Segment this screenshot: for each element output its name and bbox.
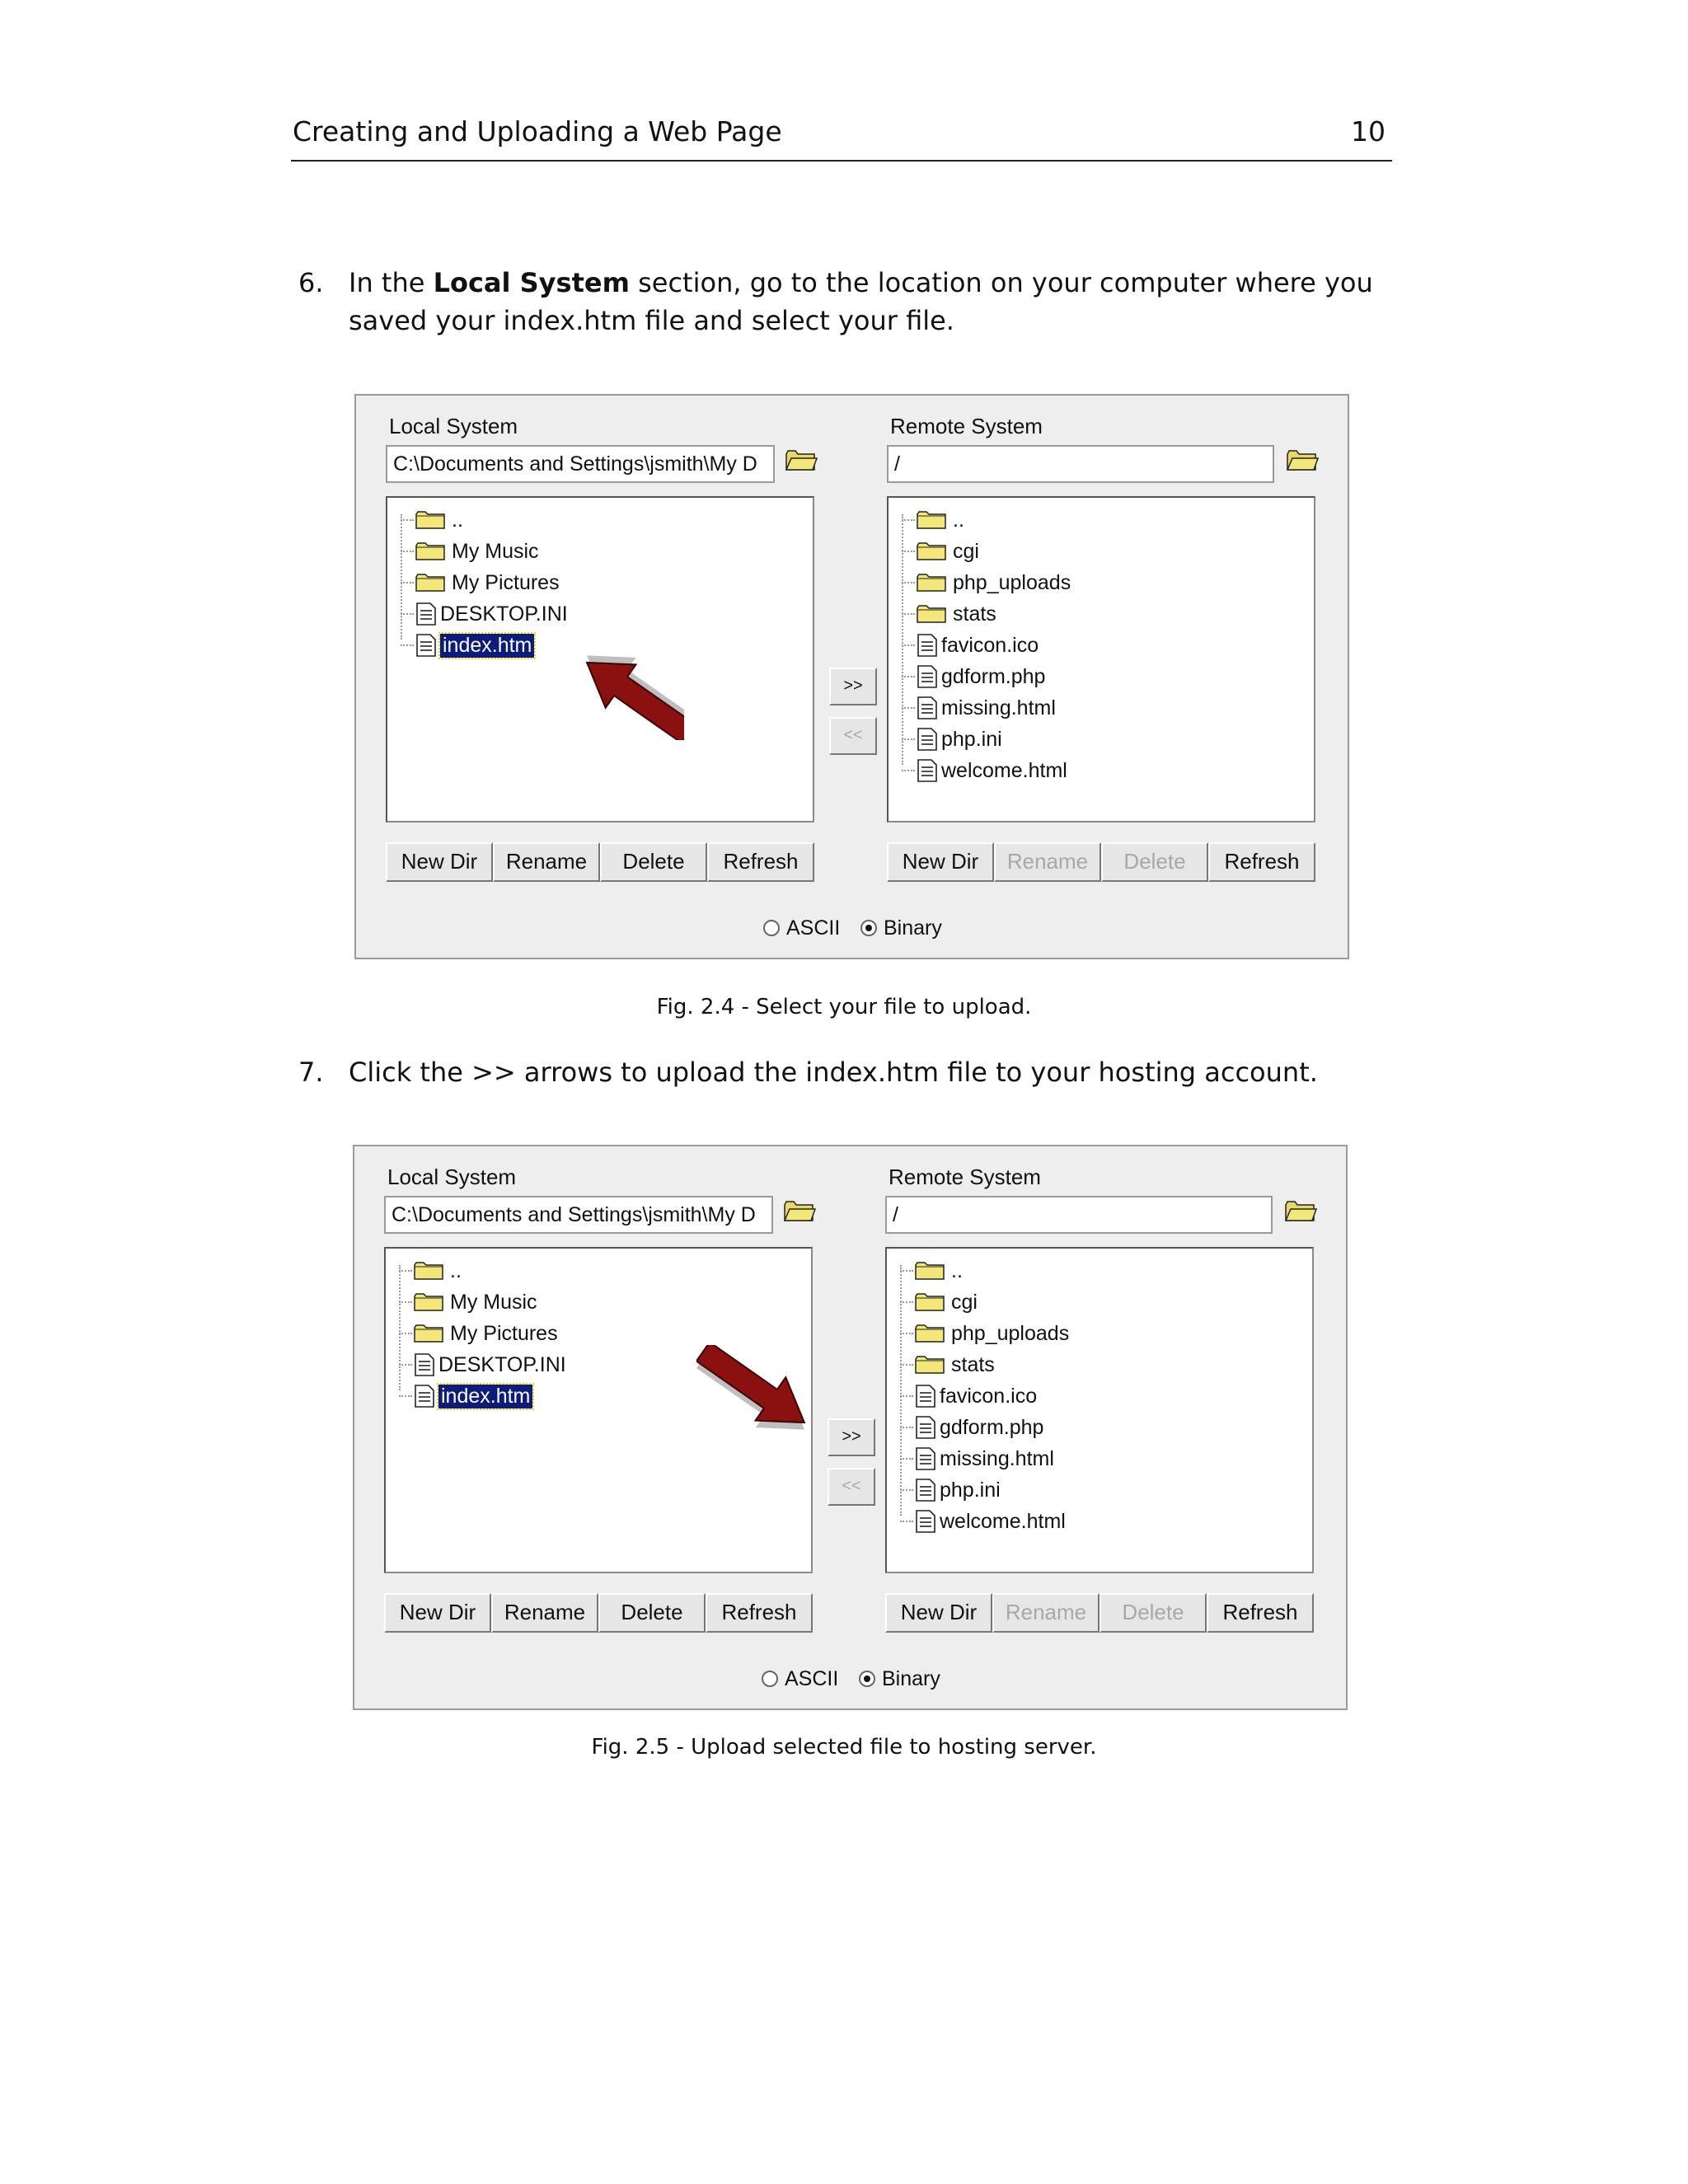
- tree-branch: [900, 1489, 913, 1491]
- folder-icon: [415, 510, 445, 530]
- remote-path-input[interactable]: /: [885, 1196, 1273, 1234]
- file-item[interactable]: [902, 692, 1056, 724]
- tree-branch: [900, 1333, 913, 1334]
- file-item[interactable]: [401, 598, 568, 630]
- item-name: php_uploads: [953, 570, 1071, 594]
- local-system-label: Local System: [387, 1165, 517, 1189]
- tree-branch: [902, 707, 915, 709]
- mode-binary-radio[interactable]: [860, 913, 942, 943]
- item-name: cgi: [953, 539, 979, 563]
- pointer-arrow-icon: [696, 1345, 828, 1444]
- tree-branch: [902, 770, 915, 771]
- document-icon: [917, 633, 938, 658]
- document-icon: [917, 727, 938, 752]
- upload-arrows-button[interactable]: >>: [828, 1418, 875, 1456]
- step-number: 6.: [298, 267, 324, 298]
- item-name: DESKTOP.INI: [438, 1352, 566, 1376]
- item-name: My Pictures: [450, 1321, 558, 1345]
- folder-icon: [917, 573, 946, 593]
- document-icon: [915, 1446, 936, 1471]
- file-item[interactable]: [902, 724, 1002, 755]
- remote-rename-button[interactable]: Rename: [994, 842, 1101, 882]
- tree-branch: [900, 1427, 913, 1428]
- ftp-panel-fig-2-5: [353, 1145, 1348, 1710]
- remote-refresh-button[interactable]: Refresh: [1208, 842, 1315, 882]
- remote-new-dir-button[interactable]: New Dir: [887, 842, 994, 882]
- folder-icon: [414, 1324, 443, 1343]
- remote-file-list[interactable]: [885, 1247, 1314, 1573]
- download-arrows-button[interactable]: <<: [828, 1468, 875, 1506]
- item-name: ..: [951, 1258, 963, 1282]
- mode-ascii-radio[interactable]: [763, 913, 840, 943]
- item-name: gdform.php: [940, 1415, 1044, 1439]
- folder-item[interactable]: [900, 1318, 1069, 1349]
- radio-icon[interactable]: [762, 1671, 778, 1687]
- document-icon: [415, 633, 437, 658]
- item-name: favicon.ico: [940, 1384, 1038, 1408]
- file-item[interactable]: [900, 1380, 1037, 1412]
- item-name: favicon.ico: [941, 633, 1039, 657]
- local-refresh-button[interactable]: Refresh: [706, 1593, 813, 1633]
- folder-item[interactable]: [900, 1349, 995, 1380]
- folder-item[interactable]: [902, 504, 964, 536]
- folder-item[interactable]: [902, 536, 979, 567]
- item-name: ..: [953, 508, 964, 532]
- step-7: [298, 1053, 1403, 1094]
- file-item[interactable]: [399, 1349, 566, 1380]
- tree-branch: [399, 1333, 412, 1334]
- tree-branch: [902, 644, 915, 646]
- mode-label: Binary: [882, 1666, 940, 1690]
- open-folder-icon[interactable]: [1284, 1200, 1317, 1223]
- item-name: My Music: [452, 539, 539, 563]
- folder-item[interactable]: [399, 1255, 462, 1286]
- folder-item[interactable]: [902, 567, 1071, 598]
- local-new-dir-button[interactable]: New Dir: [384, 1593, 491, 1633]
- local-rename-button[interactable]: Rename: [491, 1593, 598, 1633]
- document-icon: [917, 696, 938, 720]
- tree-branch: [401, 551, 414, 552]
- remote-rename-button[interactable]: Rename: [992, 1593, 1100, 1633]
- document-icon: [917, 664, 938, 689]
- remote-file-list[interactable]: [887, 496, 1315, 823]
- tree-branch: [902, 738, 915, 740]
- local-refresh-button[interactable]: Refresh: [707, 842, 814, 882]
- folder-icon: [915, 1324, 945, 1343]
- item-name: welcome.html: [941, 758, 1067, 782]
- item-name: welcome.html: [940, 1509, 1066, 1533]
- tree-branch: [401, 644, 414, 646]
- remote-refresh-button[interactable]: Refresh: [1207, 1593, 1314, 1633]
- folder-icon: [917, 510, 946, 530]
- folder-item[interactable]: [401, 504, 463, 536]
- item-name: gdform.php: [941, 664, 1046, 688]
- document-icon: [915, 1509, 936, 1534]
- mode-label: Binary: [884, 916, 942, 940]
- document-icon: [415, 602, 437, 626]
- figure-caption: Fig. 2.4 - Select your file to upload.: [656, 995, 1032, 1019]
- folder-icon: [414, 1292, 443, 1312]
- file-item[interactable]: [902, 661, 1045, 692]
- remote-new-dir-button[interactable]: New Dir: [885, 1593, 992, 1633]
- remote-system-label: Remote System: [890, 414, 1043, 438]
- item-name: missing.html: [941, 696, 1056, 719]
- step-text: Click the >> arrows to upload the index.htm file to your hosting account.: [349, 1057, 1318, 1088]
- local-path-input[interactable]: C:\Documents and Settings\jsmith\My D: [384, 1196, 773, 1234]
- local-new-dir-button[interactable]: New Dir: [386, 842, 493, 882]
- document-icon: [414, 1352, 435, 1377]
- folder-icon: [915, 1355, 945, 1375]
- file-item[interactable]: [900, 1443, 1054, 1474]
- folder-icon: [414, 1261, 443, 1281]
- tree-branch: [900, 1270, 913, 1272]
- page-number: 10: [1351, 115, 1386, 148]
- item-name: php.ini: [941, 727, 1002, 751]
- remote-path-input[interactable]: /: [887, 445, 1274, 483]
- remote-delete-button[interactable]: Delete: [1101, 842, 1208, 882]
- item-name: My Music: [450, 1290, 537, 1314]
- step-bold-term: Local System: [433, 267, 630, 298]
- tree-branch: [902, 551, 915, 552]
- item-name: ..: [452, 508, 463, 532]
- folder-item[interactable]: [401, 536, 539, 567]
- header-title: Creating and Uploading a Web Page: [293, 115, 782, 148]
- pointer-arrow-icon: [544, 641, 684, 740]
- folder-item[interactable]: [399, 1318, 558, 1349]
- file-item[interactable]: [902, 630, 1039, 661]
- local-rename-button[interactable]: Rename: [493, 842, 600, 882]
- item-name: cgi: [951, 1290, 978, 1314]
- folder-item[interactable]: [900, 1255, 963, 1286]
- radio-icon[interactable]: [860, 920, 877, 936]
- mode-binary-radio[interactable]: [859, 1664, 940, 1694]
- folder-item[interactable]: [401, 567, 560, 598]
- file-item[interactable]: [900, 1474, 1001, 1506]
- item-name: php_uploads: [951, 1321, 1070, 1345]
- remote-delete-button[interactable]: Delete: [1100, 1593, 1207, 1633]
- folder-icon: [415, 573, 445, 593]
- document-icon: [915, 1384, 936, 1408]
- tree-branch: [401, 582, 414, 583]
- file-item[interactable]: [399, 1380, 532, 1412]
- folder-icon: [917, 604, 946, 624]
- local-system-label: Local System: [389, 414, 518, 438]
- tree-branch: [902, 519, 915, 521]
- step-number: 7.: [298, 1057, 324, 1088]
- item-name: My Pictures: [452, 570, 560, 594]
- mode-ascii-radio[interactable]: [762, 1664, 838, 1694]
- item-name: stats: [951, 1352, 995, 1376]
- file-item[interactable]: [902, 755, 1067, 786]
- tree-branch: [399, 1395, 412, 1397]
- folder-icon: [915, 1261, 945, 1281]
- tree-branch: [399, 1301, 412, 1303]
- download-arrows-button[interactable]: <<: [829, 717, 877, 755]
- figure-caption: Fig. 2.5 - Upload selected file to hosting server.: [591, 1735, 1097, 1760]
- document-icon: [915, 1415, 936, 1440]
- folder-icon: [415, 541, 445, 561]
- local-delete-button[interactable]: Delete: [598, 1593, 706, 1633]
- tree-branch: [902, 613, 915, 615]
- item-name: php.ini: [940, 1478, 1001, 1502]
- radio-icon[interactable]: [763, 920, 780, 936]
- tree-branch: [902, 582, 915, 583]
- folder-icon: [915, 1292, 945, 1312]
- local-delete-button[interactable]: Delete: [600, 842, 707, 882]
- open-folder-icon[interactable]: [783, 1200, 816, 1223]
- tree-branch: [401, 519, 414, 521]
- upload-arrows-button[interactable]: >>: [829, 668, 877, 705]
- step-6: [298, 264, 1403, 346]
- item-name: ..: [450, 1258, 462, 1282]
- ftp-panel-fig-2-4: [354, 394, 1349, 959]
- tree-branch: [401, 613, 414, 615]
- mode-label: ASCII: [785, 1666, 839, 1690]
- tree-branch: [399, 1364, 412, 1366]
- tree-branch: [399, 1270, 412, 1272]
- file-item[interactable]: [900, 1412, 1043, 1443]
- document-icon: [917, 758, 938, 783]
- file-item[interactable]: [401, 630, 534, 661]
- tree-branch: [900, 1301, 913, 1303]
- document-icon: [414, 1384, 435, 1408]
- folder-item[interactable]: [900, 1286, 978, 1318]
- item-name: DESKTOP.INI: [440, 602, 568, 626]
- step-text: In the Local System section, go to the location on your computer where you saved your index.htm file and select your file.: [349, 267, 1373, 336]
- radio-icon[interactable]: [859, 1671, 875, 1687]
- tree-branch: [900, 1395, 913, 1397]
- item-name: index.htm: [438, 1385, 532, 1408]
- tree-branch: [900, 1521, 913, 1522]
- document-icon: [915, 1478, 936, 1502]
- tree-branch: [900, 1364, 913, 1366]
- tree-branch: [900, 1458, 913, 1460]
- folder-item[interactable]: [399, 1286, 537, 1318]
- local-path-input[interactable]: C:\Documents and Settings\jsmith\My D: [386, 445, 775, 483]
- page-header: [291, 114, 1392, 162]
- open-folder-icon[interactable]: [785, 449, 818, 472]
- item-name: index.htm: [440, 634, 534, 658]
- file-item[interactable]: [900, 1506, 1066, 1537]
- item-name: stats: [953, 602, 996, 626]
- remote-system-label: Remote System: [889, 1165, 1041, 1189]
- mode-label: ASCII: [786, 916, 841, 940]
- folder-item[interactable]: [902, 598, 996, 630]
- item-name: missing.html: [940, 1446, 1054, 1470]
- open-folder-icon[interactable]: [1286, 449, 1319, 472]
- tree-branch: [902, 676, 915, 677]
- folder-icon: [917, 541, 946, 561]
